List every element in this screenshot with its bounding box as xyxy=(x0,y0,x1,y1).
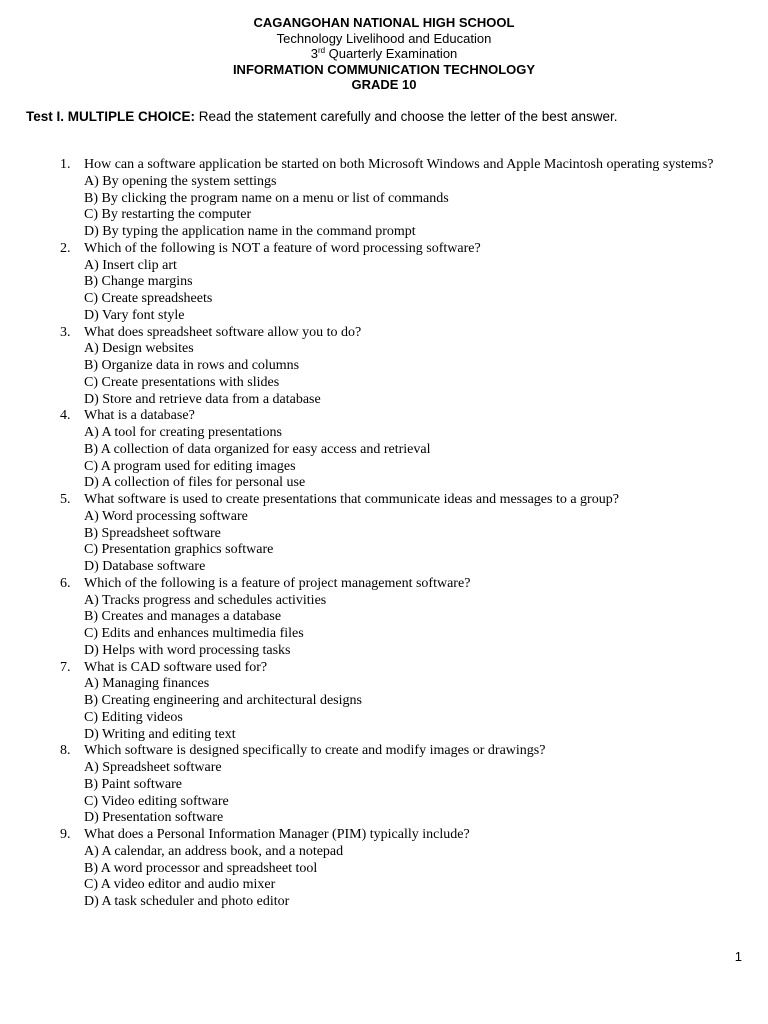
answer-choice: D) Vary font style xyxy=(84,307,185,323)
question-number: 1. xyxy=(60,157,71,172)
answer-choice: A) A tool for creating presentations xyxy=(84,425,282,440)
answer-choice: B) A collection of data organized for easy access and retrieval xyxy=(84,441,431,457)
answer-choice: A) By opening the system settings xyxy=(84,173,277,189)
question-item xyxy=(0,241,768,325)
answer-choice: B) A word processor and spreadsheet tool xyxy=(84,860,318,876)
question-text: What does spreadsheet software allow you to do? xyxy=(84,324,362,340)
answer-choice: B) Creates and manages a database xyxy=(84,609,282,625)
answer-choice: C) Edits and enhances multimedia files xyxy=(84,626,304,641)
answer-choice: A) Insert clip art xyxy=(84,257,177,273)
question-text: What software is used to create presentations that communicate ideas and messages to a group? xyxy=(84,492,619,507)
answer-choice: C) A program used for editing images xyxy=(84,458,296,474)
answer-choice: A) Design websites xyxy=(84,341,194,357)
answer-choice: C) Create spreadsheets xyxy=(84,291,213,306)
question-text: What is CAD software used for? xyxy=(84,659,268,675)
question-number: 7. xyxy=(60,659,71,675)
question-number: 3. xyxy=(60,324,71,340)
answer-choice: A) A calendar, an address book, and a notepad xyxy=(84,843,344,859)
answer-choice: D) By typing the application name in the command prompt xyxy=(84,224,416,239)
question-number: 2. xyxy=(60,240,71,256)
answer-choice: C) Video editing software xyxy=(84,793,229,809)
question-item xyxy=(0,325,768,409)
school-name: CAGANGOHAN NATIONAL HIGH SCHOOL xyxy=(253,15,515,30)
answer-choice: D) Store and retrieve data from a database xyxy=(84,391,321,407)
question-item xyxy=(0,660,768,744)
test-instructions xyxy=(26,109,756,125)
question-number: 9. xyxy=(60,827,71,842)
answer-choice: A) Word processing software xyxy=(84,508,248,524)
answer-choice: A) Tracks progress and schedules activities xyxy=(84,592,327,608)
question-item xyxy=(0,408,768,492)
question-text: Which software is designed specifically to create and modify images or drawings? xyxy=(84,743,546,759)
question-number: 6. xyxy=(60,575,71,591)
answer-choice: C) Create presentations with slides xyxy=(84,374,280,390)
question-number: 8. xyxy=(60,743,71,759)
grade-level: GRADE 10 xyxy=(351,77,417,92)
course-title: INFORMATION COMMUNICATION TECHNOLOGY xyxy=(232,61,536,77)
answer-choice: D) Presentation software xyxy=(84,810,224,826)
answer-choice: B) Change margins xyxy=(84,274,193,290)
question-item xyxy=(0,157,768,241)
question-item xyxy=(0,576,768,660)
answer-choice: B) Creating engineering and architectural designs xyxy=(84,693,362,708)
exam-header xyxy=(0,15,768,93)
question-text: Which of the following is NOT a feature of word processing software? xyxy=(84,240,481,256)
answer-choice: B) Spreadsheet software xyxy=(84,525,221,541)
question-number: 5. xyxy=(60,492,71,507)
answer-choice: D) Helps with word processing tasks xyxy=(84,642,291,658)
answer-choice: D) Writing and editing text xyxy=(84,726,236,742)
page-number: 1 xyxy=(734,949,742,964)
exam-title xyxy=(0,46,768,62)
answer-choice: C) By restarting the computer xyxy=(84,207,252,223)
question-text: Which of the following is a feature of project management software? xyxy=(84,575,471,591)
subject-area: Technology Livelihood and Education xyxy=(276,30,492,46)
answer-choice: B) Organize data in rows and columns xyxy=(84,358,300,373)
question-list xyxy=(0,157,768,911)
answer-choice: C) A video editor and audio mixer xyxy=(84,877,276,893)
question-number: 4. xyxy=(60,408,71,424)
question-item xyxy=(0,827,768,911)
question-text: What does a Personal Information Manager (PIM) typically include? xyxy=(84,827,470,842)
answer-choice: A) Spreadsheet software xyxy=(84,760,222,775)
answer-choice: D) A collection of files for personal use xyxy=(84,475,306,491)
test-label: Test I. MULTIPLE CHOICE: xyxy=(26,109,196,124)
question-item xyxy=(0,743,768,827)
answer-choice: D) A task scheduler and photo editor xyxy=(84,894,290,909)
question-text: What is a database? xyxy=(84,408,195,424)
answer-choice: C) Presentation graphics software xyxy=(84,542,274,558)
exam-ordinal-suffix: rd xyxy=(317,46,326,55)
question-item xyxy=(0,492,768,576)
answer-choice: A) Managing finances xyxy=(84,676,210,692)
exam-ordinal: 3 xyxy=(310,46,318,61)
answer-choice: B) By clicking the program name on a menu or list of commands xyxy=(84,190,449,206)
instructions-text: Read the statement carefully and choose the letter of the best answer. xyxy=(195,109,618,124)
answer-choice: B) Paint software xyxy=(84,776,182,792)
answer-choice: C) Editing videos xyxy=(84,709,183,725)
exam-title-rest: Quarterly Examination xyxy=(325,46,458,61)
answer-choice: D) Database software xyxy=(84,559,206,574)
question-text: How can a software application be started on both Microsoft Windows and Apple Macintosh operating systems? xyxy=(84,157,714,172)
